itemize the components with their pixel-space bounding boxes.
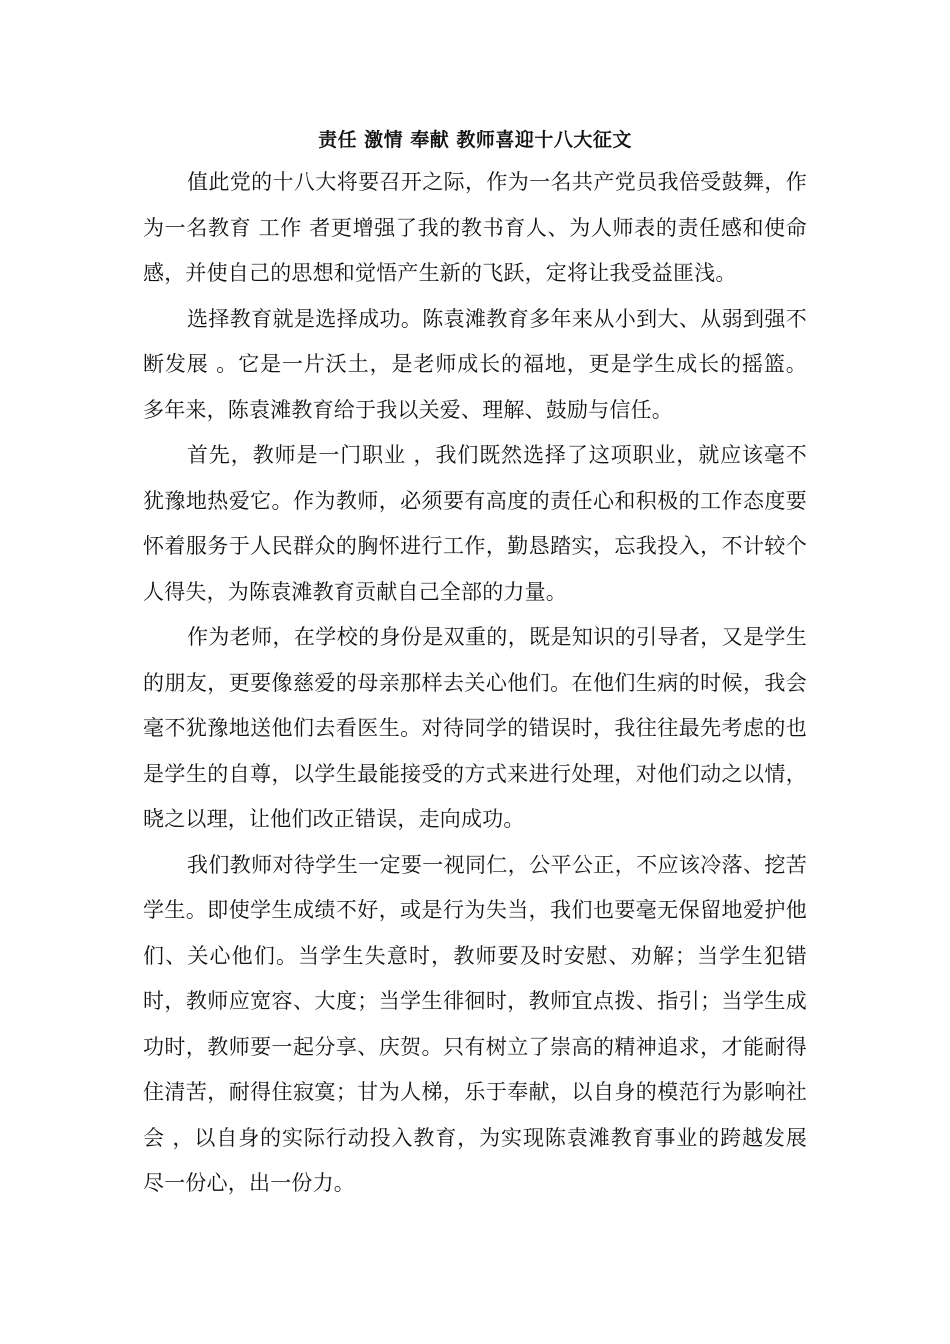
document-title: 责任 激情 奉献 教师喜迎十八大征文 [318, 129, 632, 151]
document-page [143, 120, 807, 1207]
paragraph-3: 首先，教师是一门职业 ，我们既然选择了这项职业，就应该毫不犹豫地热爱它。作为教师，必须要有高度的责任心和积极的工作态度要怀着服务于人民群众的胸怀进行工作，勤恳踏实，忘我投入，不计较个人得失，为陈袁滩教育贡献自己全部的力量。 [143, 443, 807, 604]
paragraph-1: 值此党的十八大将要召开之际，作为一名共产党员我倍受鼓舞，作为一名教育 工作 者更增强了我的教书育人、为人师表的责任感和使命感，并使自己的思想和觉悟产生新的飞跃，定将让我受益匪浅。 [143, 170, 807, 285]
paragraph-2: 选择教育就是选择成功。陈袁滩教育多年来从小到大、从弱到强不断发展 。它是一片沃土，是老师成长的福地，更是学生成长的摇篮。多年来，陈袁滩教育给于我以关爱、理解、鼓励与信任。 [143, 306, 807, 422]
paragraph-5: 我们教师对待学生一定要一视同仁，公平公正，不应该冷落、挖苦学生。即使学生成绩不好，或是行为失当，我们也要毫无保留地爱护他们、关心他们。当学生失意时，教师要及时安慰、劝解；当学生犯错时，教师应宽容、大度；当学生徘徊时，教师宜点拨、指引；当学生成功时，教师要一起分享、庆贺。只有树立了崇高的精神追求，才能耐得住清苦，耐得住寂寞；甘为人梯，乐于奉献，以自身的模范行为影响社会 ，以自身的实际行动投入教育，为实现陈袁滩教育事业的跨越发展尽一份心，出一份力。 [143, 852, 807, 1195]
paragraph-4: 作为老师，在学校的身份是双重的，既是知识的引导者，又是学生的朋友，更要像慈爱的母亲那样去关心他们。在他们生病的时候，我会毫不犹豫地送他们去看医生。对待同学的错误时，我往往最先考虑的也是学生的自尊，以学生最能接受的方式来进行处理，对他们动之以情，晓之以理，让他们改正错误，走向成功。 [143, 625, 807, 831]
